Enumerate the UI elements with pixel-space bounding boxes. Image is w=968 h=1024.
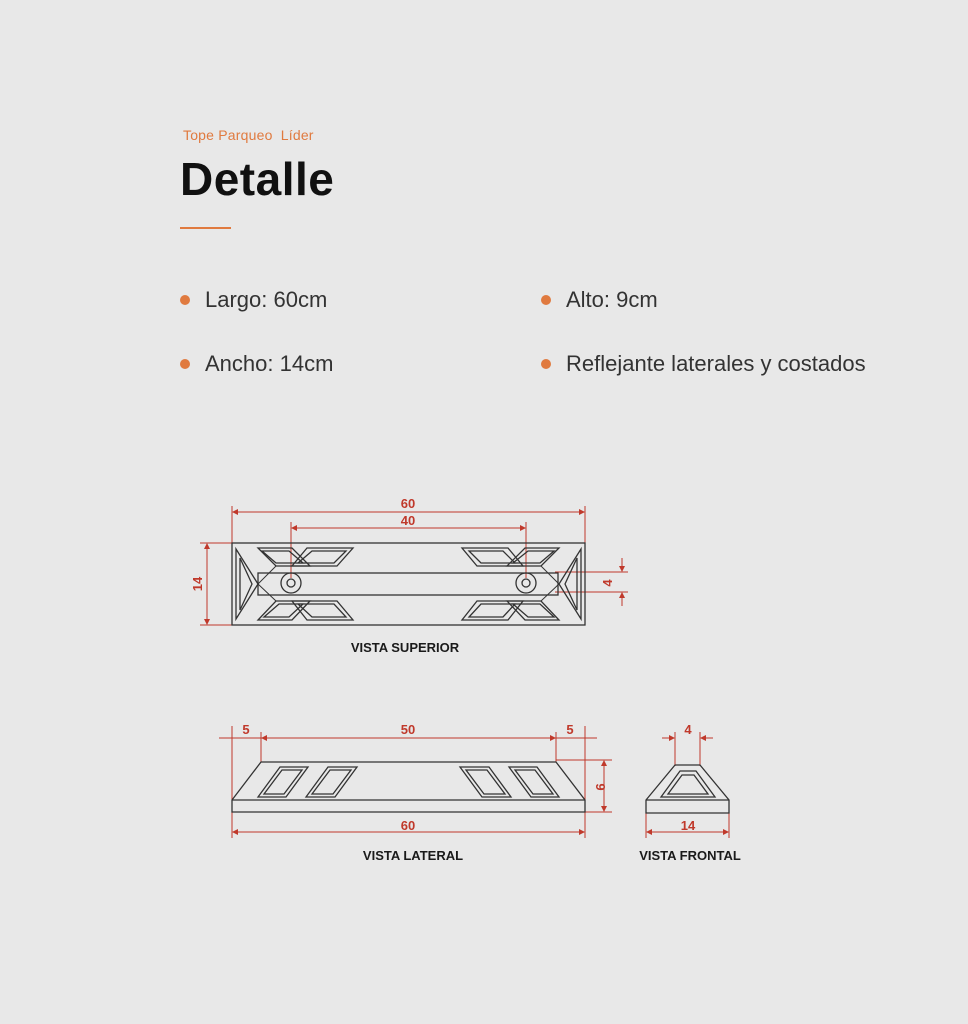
- dim-top-width: 14: [190, 576, 205, 592]
- side-view: [219, 722, 612, 863]
- dim-side-length: 60: [400, 818, 416, 833]
- dim-side-height: 9: [593, 783, 608, 791]
- dim-top-holes: 40: [400, 513, 416, 528]
- side-view-label: VISTA LATERAL: [362, 848, 464, 863]
- front-view: [639, 722, 741, 863]
- spec-text: Alto: 9cm: [566, 287, 658, 312]
- spec-text: Ancho: 14cm: [205, 351, 334, 376]
- top-view-label: VISTA SUPERIOR: [350, 640, 460, 655]
- dim-top-length: 60: [400, 496, 416, 511]
- top-view: [190, 496, 628, 655]
- dim-side-middle: 50: [400, 722, 416, 737]
- dim-side-left: 5: [242, 722, 250, 737]
- page-title: Detalle: [180, 153, 335, 205]
- eyebrow-label: Tope Parqueo Líder: [183, 127, 314, 143]
- dim-side-right: 5: [566, 722, 574, 737]
- dim-front-base: 14: [680, 818, 696, 833]
- spec-text: Reflejante laterales y costados: [566, 351, 866, 376]
- dim-front-top: 4: [684, 722, 692, 737]
- dim-top-center: 4: [600, 579, 615, 587]
- front-view-label: VISTA FRONTAL: [639, 848, 741, 863]
- spec-text: Largo: 60cm: [205, 287, 328, 312]
